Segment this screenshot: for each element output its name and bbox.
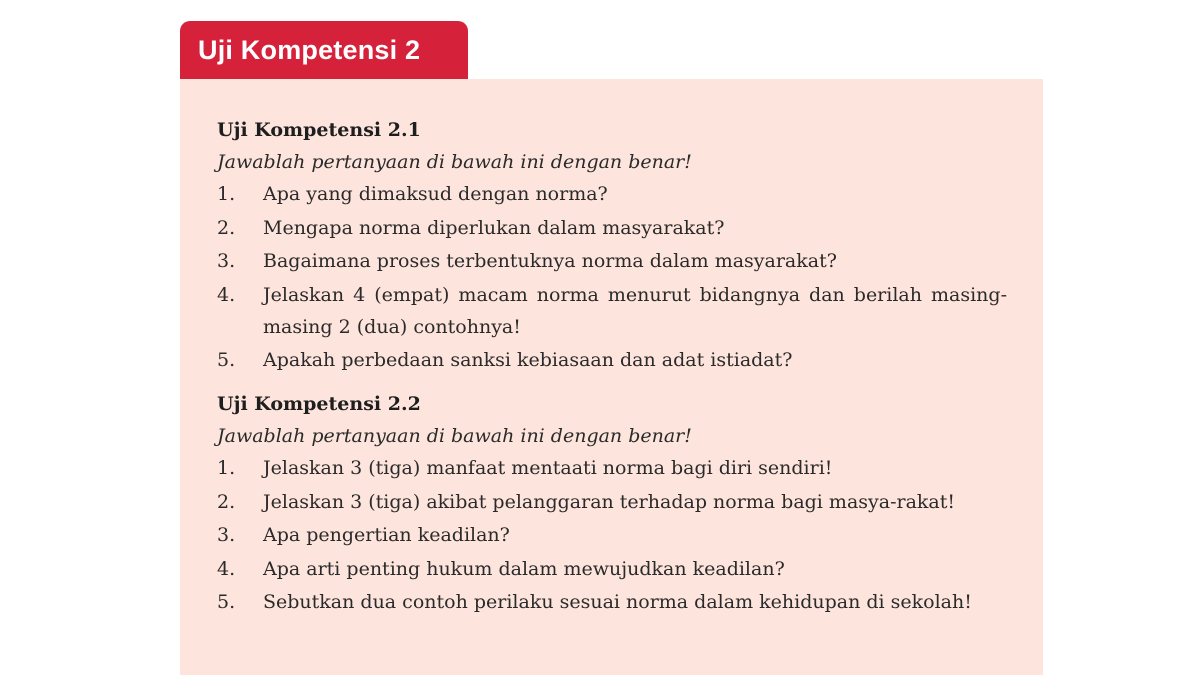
question-list	[217, 452, 1007, 618]
question-item	[217, 553, 1007, 585]
question-text: Jelaskan 3 (tiga) manfaat mentaati norma bagi diri sendiri!	[263, 457, 833, 479]
section-uji-kompetensi-2-1	[217, 114, 1007, 376]
question-list	[217, 178, 1007, 376]
question-text: Apa arti penting hukum dalam mewujudkan keadilan?	[263, 557, 785, 580]
header-title: Uji Kompetensi 2	[198, 34, 421, 65]
question-number: 4.	[217, 283, 236, 306]
content-area	[217, 114, 1007, 620]
question-item	[217, 344, 1007, 376]
question-item	[217, 519, 1007, 551]
question-item	[217, 586, 1007, 618]
header-tab	[180, 21, 468, 79]
question-number: 1.	[217, 457, 236, 479]
question-text: Apa pengertian keadilan?	[263, 524, 510, 546]
question-item	[217, 486, 1007, 518]
question-item	[217, 212, 1007, 244]
section-instruction: Jawablah pertanyaan di bawah ini dengan benar!	[217, 425, 692, 447]
question-text: Sebutkan dua contoh perilaku sesuai norma dalam kehidupan di sekolah!	[263, 591, 972, 613]
question-text: Mengapa norma diperlukan dalam masyarakat?	[263, 216, 725, 239]
section-instruction: Jawablah pertanyaan di bawah ini dengan benar!	[217, 151, 692, 173]
question-number: 3.	[217, 250, 236, 272]
question-number: 1.	[217, 183, 236, 205]
question-number: 5.	[217, 591, 236, 613]
question-text: Jelaskan 4 (empat) macam norma menurut bidangnya dan berilah masing-masing 2 (dua) contohnya!	[263, 283, 1007, 338]
question-item	[217, 452, 1007, 484]
question-item	[217, 178, 1007, 210]
question-text: Jelaskan 3 (tiga) akibat pelanggaran terhadap norma bagi masya-rakat!	[263, 490, 956, 513]
question-text: Apa yang dimaksud dengan norma?	[263, 183, 608, 205]
section-uji-kompetensi-2-2	[217, 388, 1007, 618]
question-text: Apakah perbedaan sanksi kebiasaan dan adat istiadat?	[263, 349, 793, 371]
question-item	[217, 245, 1007, 277]
question-item	[217, 279, 1007, 343]
question-number: 2.	[217, 216, 236, 239]
section-title: Uji Kompetensi 2.1	[217, 119, 421, 141]
question-text: Bagaimana proses terbentuknya norma dalam masyarakat?	[263, 250, 837, 272]
question-number: 2.	[217, 490, 236, 513]
question-number: 5.	[217, 349, 236, 371]
section-title: Uji Kompetensi 2.2	[217, 393, 421, 415]
question-number: 4.	[217, 557, 236, 580]
question-number: 3.	[217, 524, 236, 546]
